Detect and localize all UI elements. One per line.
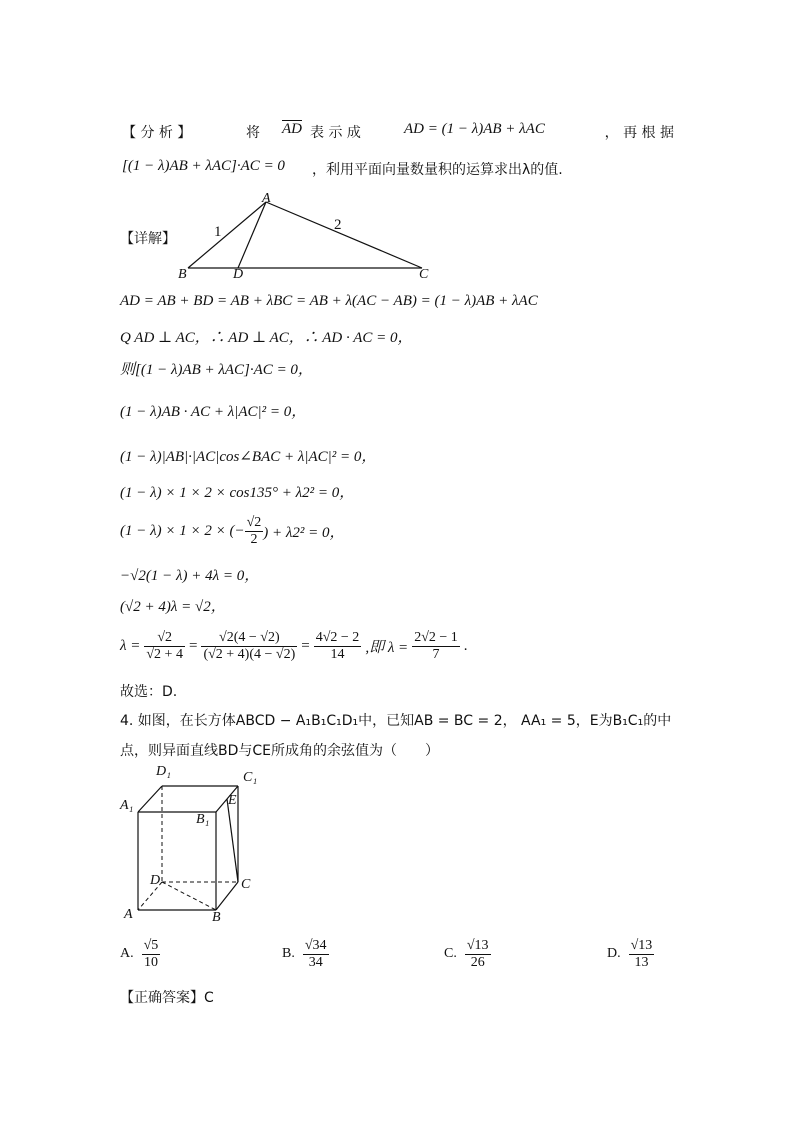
option-fraction <box>629 938 655 971</box>
lambda-fraction-2 <box>201 630 297 663</box>
correct-answer: 【正确答案】C <box>120 990 214 1006</box>
lambda-lhs: λ = <box>120 637 141 654</box>
option-fraction <box>303 938 329 971</box>
cube-label-d: D <box>150 873 161 888</box>
step-vector-decomposition: AD = AB + BD = AB + λBC = AB + λ(AC − AB) = (1 − λ)AB + λAC <box>120 293 538 309</box>
analysis-method-text: ，利用平面向量数量积的运算求出λ的值. <box>312 162 563 178</box>
fraction-denominator: 13 <box>634 954 649 970</box>
step-sqrt-substitution <box>120 511 345 551</box>
lambda-end: . <box>463 637 468 654</box>
fraction-numerator: √2(4 − √2) <box>201 630 297 647</box>
step-linear-equation: −√2(1 − λ) + 4λ = 0， <box>120 568 260 584</box>
sqrt-step-suffix: ) + λ2² = 0， <box>263 524 345 541</box>
sqrt-step-prefix: (1 − λ) × 1 × 2 × (− <box>120 522 245 539</box>
fraction-denominator: 26 <box>470 954 485 970</box>
option-letter: C. <box>444 946 457 961</box>
option-fraction <box>465 938 491 971</box>
option-a <box>120 932 160 976</box>
lambda-fraction-3 <box>314 630 362 663</box>
cube-label-c1: C₁ <box>243 770 258 785</box>
equals-sign: = <box>301 637 310 654</box>
step-magnitudes: (1 − λ)|AB|·|AC|cos∠BAC + λ|AC|² = 0， <box>120 449 377 465</box>
answer-choice: 故选：D. <box>120 684 178 700</box>
cube-label-d1: D₁ <box>156 764 171 779</box>
cube-label-a1: A₁ <box>120 798 134 813</box>
cube-label-c: C <box>241 877 251 892</box>
option-d <box>607 932 654 976</box>
side-ab <box>188 202 266 268</box>
step-perpendicular: Q AD ⊥ AC，∴ AD ⊥ AC，∴ AD · AC = 0， <box>120 330 413 346</box>
option-letter: A. <box>120 946 134 961</box>
vector-ad: $\overline{AD}$ <box>282 121 302 137</box>
fraction-numerator: √34 <box>304 937 327 953</box>
fraction-numerator: √2 <box>246 514 262 530</box>
segment-bd-hidden <box>162 882 216 910</box>
side-ac <box>266 202 422 268</box>
analysis-then-based: ， 再 根 据 <box>604 125 674 141</box>
side-ab-length: 1 <box>214 224 222 240</box>
fraction-denominator: 2 <box>250 531 258 547</box>
fraction-numerator: √13 <box>466 937 489 953</box>
analysis-condition-expr: [(1 − λ)AB + λAC]·AC = 0 <box>122 158 285 174</box>
fraction-denominator: √2 + 4 <box>146 646 183 662</box>
detail-label: 【详解】 <box>120 231 176 247</box>
edge-bc <box>216 882 238 910</box>
triangle-figure <box>170 188 440 288</box>
option-c <box>444 932 491 976</box>
edge-a1d1 <box>138 786 162 812</box>
analysis-tag: 【 分 析 】 <box>122 125 192 141</box>
cube-label-b: B <box>212 910 221 925</box>
triangle-label-c: C <box>419 267 429 282</box>
triangle-label-d: D <box>233 267 244 282</box>
segment-ad <box>238 202 266 268</box>
cube-label-a: A <box>124 907 133 922</box>
option-letter: D. <box>607 946 621 961</box>
option-letter: B. <box>282 946 295 961</box>
option-fraction <box>142 938 161 971</box>
step-dot-product-zero: 则[(1 − λ)AB + λAC]·AC = 0， <box>120 362 313 378</box>
question4-line1: 4. 如图，在长方体ABCD − A₁B₁C₁D₁中，已知AB = BC = 2， AA₁ = 5，E为B₁C₁的中 <box>120 713 672 729</box>
option-b <box>282 932 329 976</box>
fraction-denominator: 34 <box>308 954 323 970</box>
step-solve-lambda: (√2 + 4)λ = √2， <box>120 599 226 615</box>
sqrt-step-fraction <box>245 515 264 548</box>
fraction-numerator: √5 <box>143 937 159 953</box>
cube-label-e: E <box>228 793 237 808</box>
equals-sign: = <box>188 637 198 654</box>
fraction-numerator: 4√2 − 2 <box>315 629 360 645</box>
analysis-express-as: 表 示 成 <box>310 125 361 141</box>
step-cos135: (1 − λ) × 1 × 2 × cos135° + λ2² = 0， <box>120 485 355 501</box>
cube-label-b1: B₁ <box>196 812 210 827</box>
fraction-numerator: √2 <box>144 630 185 647</box>
fraction-denominator: 14 <box>330 646 345 662</box>
fraction-denominator: (√2 + 4)(4 − √2) <box>203 646 296 662</box>
lambda-fraction-1 <box>144 630 185 663</box>
step-lambda-value <box>120 626 468 666</box>
lambda-fraction-4 <box>412 630 460 663</box>
fraction-numerator: √13 <box>630 937 653 953</box>
fraction-numerator: 2√2 − 1 <box>414 629 458 645</box>
question4-line2: 点，则异面直线BD与CE所成角的余弦值为（ ） <box>120 743 440 759</box>
segment-ce <box>227 799 238 882</box>
triangle-label-b: B <box>178 267 187 282</box>
lambda-mid-text: ,即 λ = <box>365 639 409 656</box>
side-ac-length: 2 <box>334 217 342 233</box>
step-expand: (1 − λ)AB · AC + λ|AC|² = 0， <box>120 404 307 420</box>
analysis-lead: 将 <box>246 125 260 141</box>
analysis-decomposition: AD = (1 − λ)AB + λAC <box>404 121 545 137</box>
fraction-denominator: 7 <box>432 646 440 662</box>
fraction-denominator: 10 <box>143 954 158 970</box>
triangle-label-a: A <box>262 191 271 206</box>
